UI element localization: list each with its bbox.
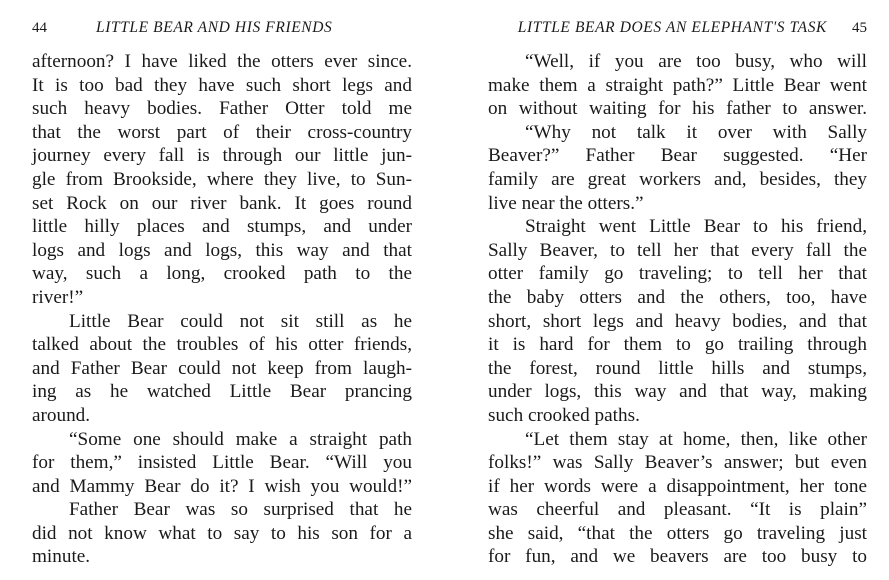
right-body-text (488, 50, 867, 569)
text-line: way, such a long, crooked path to the (32, 263, 412, 285)
text-line: such crooked paths. (488, 404, 640, 426)
left-running-title: LITTLE BEAR AND HIS FRIENDS (96, 19, 333, 36)
text-line: short, short legs and heavy bodies, and that (488, 310, 867, 332)
text-line: “Well, if you are too busy, who will (525, 51, 867, 72)
text-line: “Why not talk it over with Sally (525, 121, 867, 143)
text-line: river!” (32, 286, 84, 308)
text-line: little hilly places and stumps, and under (32, 216, 412, 238)
text-line: set Rock on our river bank. It goes round (32, 192, 412, 214)
text-line: live near the otters.” (488, 192, 644, 214)
text-line: journey every fall is through our little jun- (32, 145, 412, 167)
text-line: Beaver?” Father Bear suggested. “Her (488, 145, 867, 167)
text-line: Father Bear was so surprised that he (69, 499, 412, 521)
text-line: otter family go traveling; to tell her that (488, 263, 867, 285)
text-line: Little Bear could not sit still as he (69, 310, 412, 332)
text-line: on without waiting for his father to answer. (488, 98, 867, 120)
text-line: such heavy bodies. Father Otter told me (32, 98, 412, 120)
text-line: Straight went Little Bear to his friend, (525, 216, 867, 238)
text-line: and Mammy Bear do it? I wish you would!” (32, 475, 412, 497)
text-line: family are great workers and, besides, they (488, 168, 867, 190)
text-line: if her words were a disappointment, her tone (488, 475, 867, 497)
text-line: Sally Beaver, to tell her that every fall the (488, 239, 867, 261)
text-line: the baby otters and the others, too, have (488, 286, 867, 308)
text-line: that the worst part of their cross-country (32, 121, 412, 143)
text-line: minute. (32, 546, 91, 568)
right-running-title: LITTLE BEAR DOES AN ELEPHANT'S TASK (517, 19, 827, 36)
left-page (32, 0, 412, 580)
text-line: under logs, this way and that way, making (488, 381, 867, 403)
left-body-text (32, 50, 412, 569)
text-line: and Father Bear could not keep from laugh- (32, 357, 412, 379)
text-line: “Let them stay at home, then, like other (525, 428, 867, 450)
text-line: for them,” insisted Little Bear. “Will you (32, 452, 412, 474)
text-line: was cheerful and pleasant. “It is plain” (488, 499, 867, 521)
right-page (488, 0, 867, 580)
text-line: logs and logs and logs, this way and that (32, 239, 412, 261)
text-line: make them a straight path?” Little Bear went (488, 74, 867, 96)
left-running-head (32, 18, 412, 38)
text-line: did not know what to say to his son for a (32, 522, 412, 544)
text-line: the forest, round little hills and stumps, (488, 357, 867, 379)
left-page-number: 44 (32, 20, 47, 36)
text-line: gle from Brookside, where they live, to Sun- (32, 168, 412, 190)
text-line: she said, “that the otters go traveling just (488, 522, 867, 544)
text-line: ing as he watched Little Bear prancing (32, 381, 412, 403)
text-line: it is hard for them to go trailing through (488, 334, 867, 356)
text-line: “Some one should make a straight path (69, 428, 412, 450)
right-running-head (488, 18, 867, 38)
right-page-number: 45 (852, 20, 867, 36)
text-line: afternoon? I have liked the otters ever since. (32, 51, 412, 72)
text-line: for fun, and we beavers are too busy to (488, 546, 867, 568)
text-line: around. (32, 404, 91, 426)
text-line: folks!” was Sally Beaver’s answer; but even (488, 452, 867, 474)
text-line: It is too bad they have such short legs and (32, 74, 412, 96)
text-line: talked about the troubles of his otter friends, (32, 334, 412, 356)
